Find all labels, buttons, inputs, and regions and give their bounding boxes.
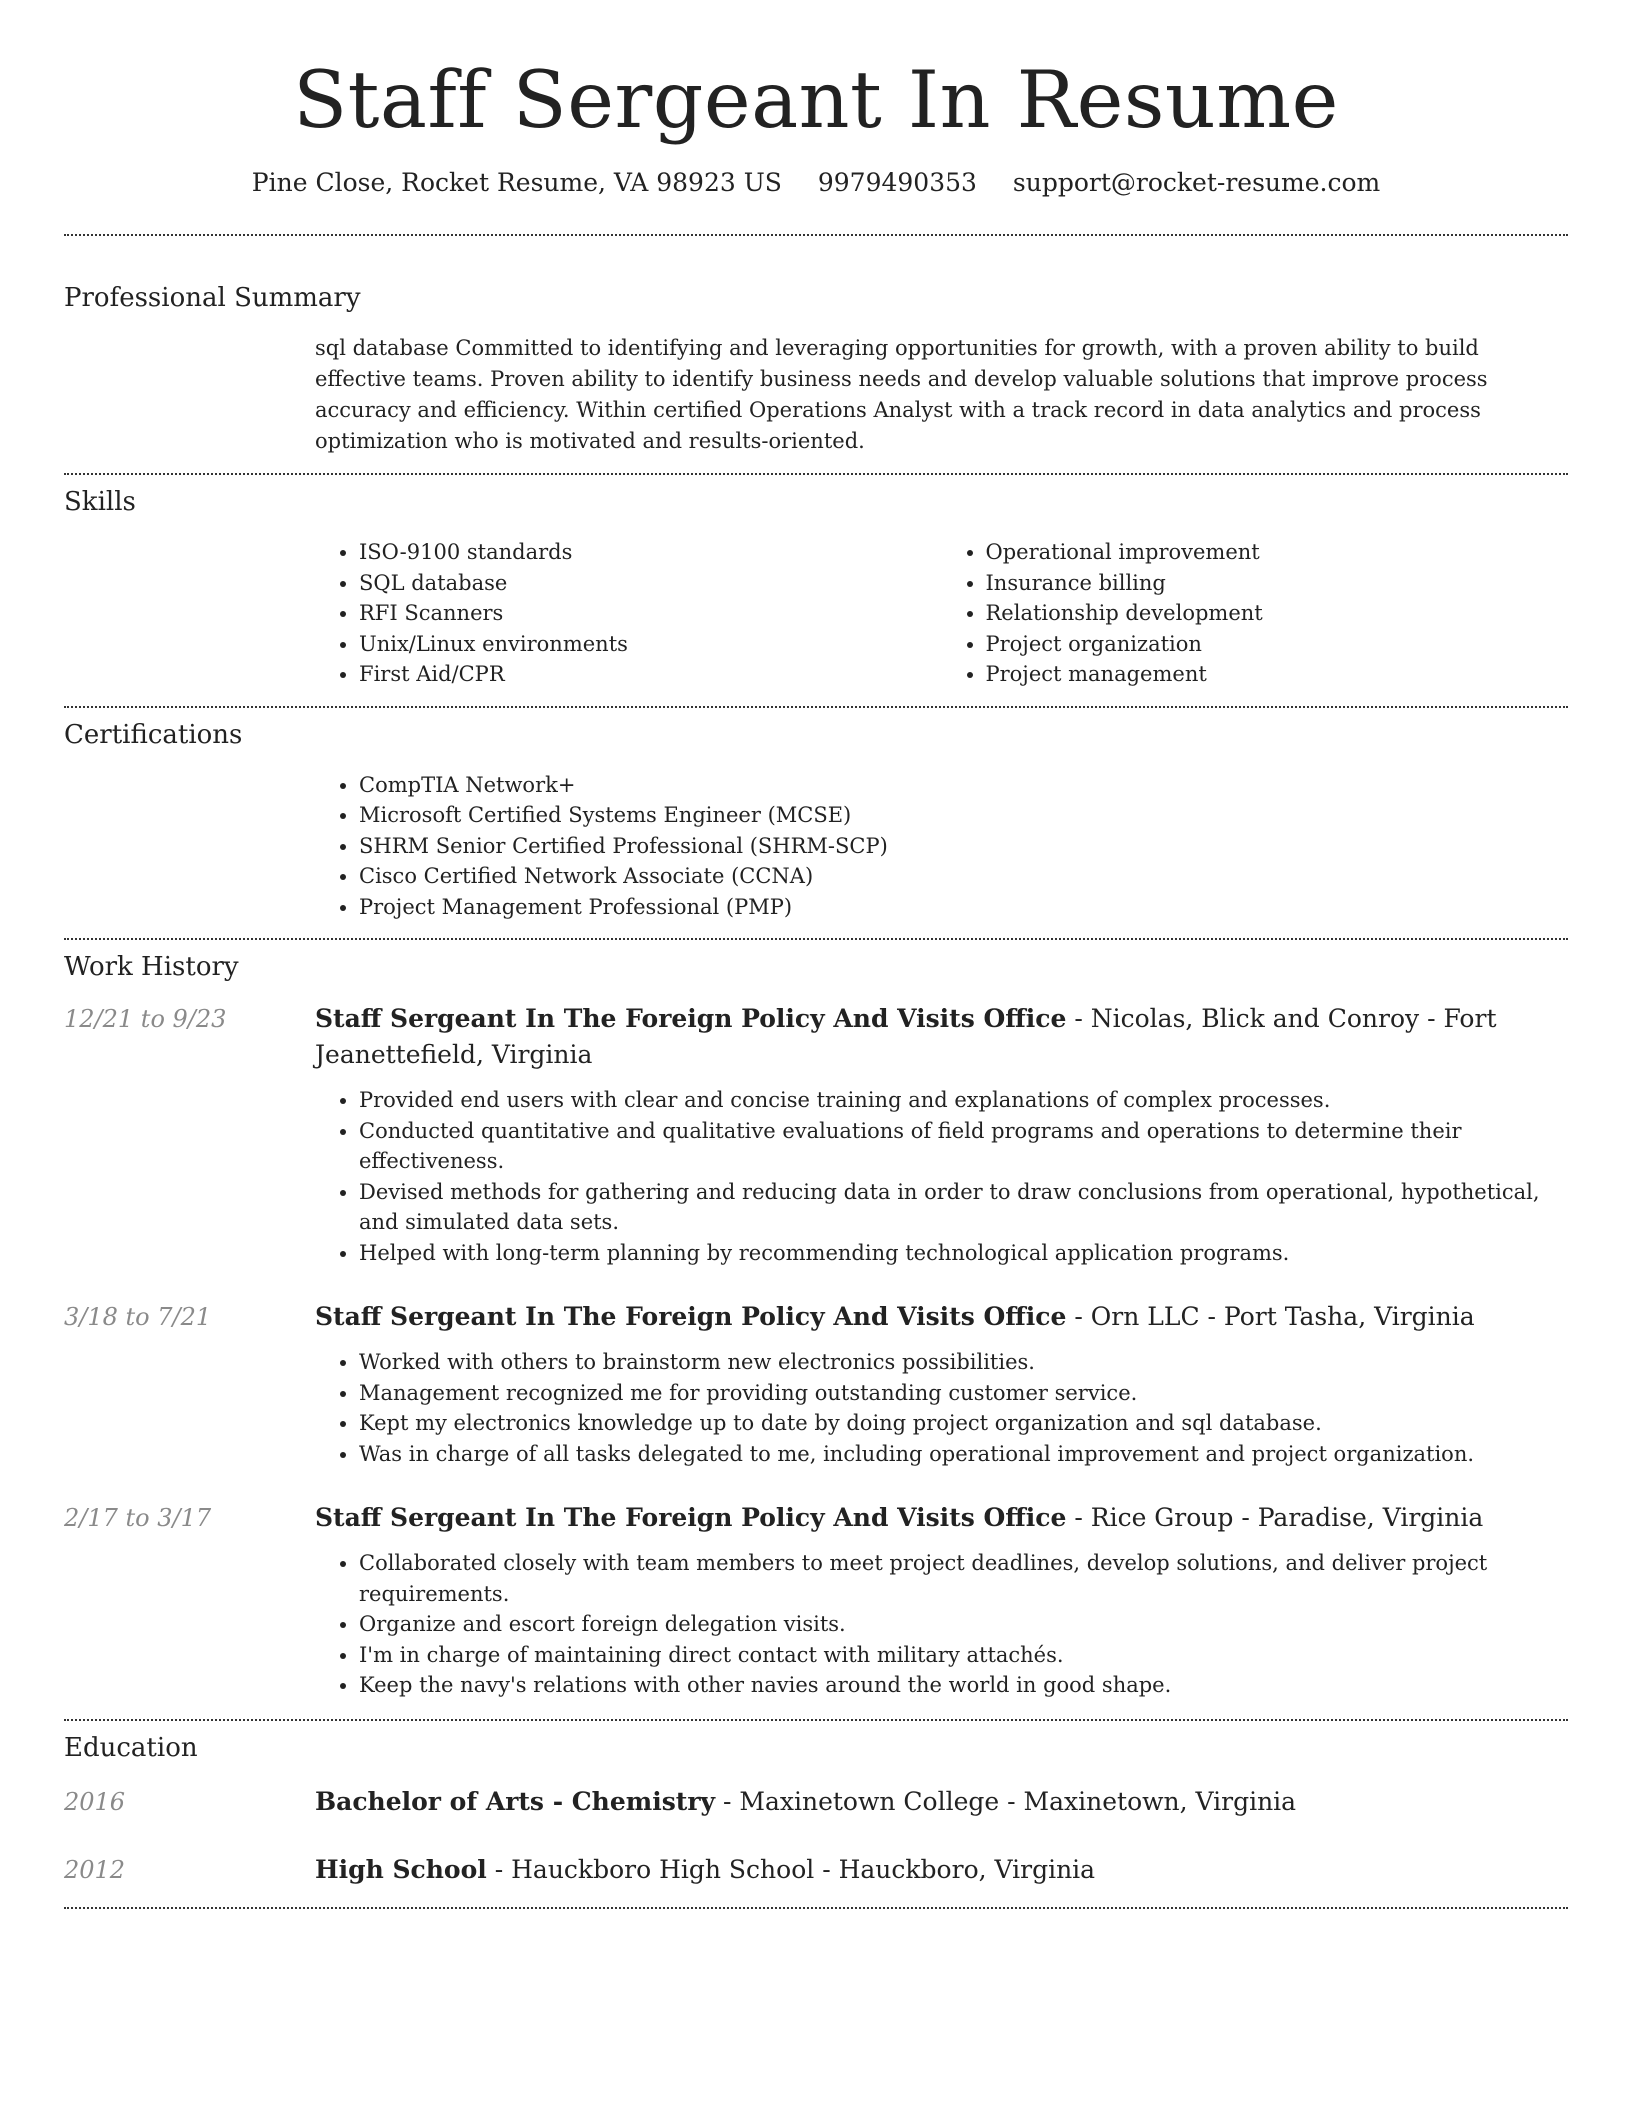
job-role: Staff Sergeant In The Foreign Policy And Visits Office <box>315 1503 1067 1532</box>
job-entry <box>64 1500 1568 1701</box>
job-entry <box>64 1299 1568 1469</box>
skills-list-left <box>315 537 942 690</box>
certification-item: • Cisco Certified Network Associate (CCNA) <box>359 861 1568 892</box>
job-bullet: • Helped with long-term planning by recommending technological application programs. <box>359 1238 1568 1269</box>
job-bullet: • Management recognized me for providing outstanding customer service. <box>359 1378 1568 1409</box>
contact-line <box>64 166 1568 200</box>
job-bullet: • I'm in charge of maintaining direct contact with military attachés. <box>359 1640 1568 1671</box>
summary-text: sql database Committed to identifying and leveraging opportunities for growth, with a proven ability to build effective teams. Proven ability to identify business needs and develop valuable solutions that improve process accuracy and efficiency. Within certified Operations Analyst with a track record in data analytics and process optimization who is motivated and results-oriented. <box>315 336 1488 453</box>
address: Pine Close, Rocket Resume, VA 98923 US <box>251 168 782 197</box>
section-title-summary: Professional Summary <box>64 283 361 313</box>
education-entry <box>64 1852 1568 1888</box>
work-section <box>64 940 1568 1701</box>
skill-item: • Operational improvement <box>986 537 1569 568</box>
job-bullet: • Keep the navy's relations with other navies around the world in good shape. <box>359 1670 1568 1701</box>
skill-item: • SQL database <box>359 568 942 599</box>
certification-item: • SHRM Senior Certified Professional (SHRM-SCP) <box>359 831 1568 862</box>
resume-page <box>64 0 1568 1909</box>
skill-item: • ISO-9100 standards <box>359 537 942 568</box>
job-bullet: • Collaborated closely with team members to meet project deadlines, develop solutions, and deliver project requirements. <box>359 1548 1568 1609</box>
education-title <box>315 1852 1568 1888</box>
section-title-education: Education <box>64 1732 198 1763</box>
education-degree: Bachelor of Arts - Chemistry <box>315 1786 716 1816</box>
job-bullet: • Provided end users with clear and concise training and explanations of complex processes. <box>359 1085 1568 1116</box>
job-employer: - Rice Group - Paradise, Virginia <box>1066 1503 1484 1532</box>
job-dates: 12/21 to 9/23 <box>64 1005 227 1033</box>
job-title <box>315 1500 1568 1536</box>
job-bullet: • Was in charge of all tasks delegated to me, including operational improvement and project organization. <box>359 1439 1568 1470</box>
job-bullet-list <box>315 1347 1568 1469</box>
education-year: 2016 <box>64 1787 126 1816</box>
job-employer: - Nicolas, Blick and Conroy - Fort Jeanettefield, Virginia <box>315 1004 1497 1069</box>
job-bullet: • Conducted quantitative and qualitative evaluations of field programs and operations to determine their effectiveness. <box>359 1116 1568 1177</box>
skill-item: • Relationship development <box>986 598 1569 629</box>
job-dates: 3/18 to 7/21 <box>64 1303 212 1331</box>
job-title <box>315 1299 1568 1335</box>
job-role: Staff Sergeant In The Foreign Policy And Visits Office <box>315 1004 1067 1033</box>
skill-item: • Unix/Linux environments <box>359 629 942 660</box>
summary-section <box>64 236 1568 457</box>
job-bullets <box>315 1548 1568 1701</box>
section-title-certifications: Certifications <box>64 719 243 750</box>
skill-item: • Project organization <box>986 629 1569 660</box>
skill-item: • First Aid/CPR <box>359 659 942 690</box>
skills-section <box>64 475 1568 690</box>
job-bullet: • Worked with others to brainstorm new electronics possibilities. <box>359 1347 1568 1378</box>
certification-item: • Microsoft Certified Systems Engineer (MCSE) <box>359 800 1568 831</box>
certification-item: • CompTIA Network+ <box>359 770 1568 801</box>
job-bullet: • Kept my electronics knowledge up to date by doing project organization and sql database. <box>359 1408 1568 1439</box>
skill-item: • RFI Scanners <box>359 598 942 629</box>
job-bullets <box>315 1347 1568 1469</box>
job-employer: - Orn LLC - Port Tasha, Virginia <box>1066 1302 1475 1331</box>
skills-list-right <box>942 537 1569 690</box>
section-title-work: Work History <box>64 952 239 982</box>
certification-item: • Project Management Professional (PMP) <box>359 892 1568 923</box>
job-dates: 2/17 to 3/17 <box>64 1504 212 1532</box>
certifications-section <box>64 708 1568 923</box>
certifications-list <box>315 770 1568 923</box>
job-bullet-list <box>315 1548 1568 1701</box>
job-entry <box>64 1001 1568 1268</box>
education-school: - Maxinetown College - Maxinetown, Virginia <box>715 1786 1297 1816</box>
job-bullet: • Devised methods for gathering and reducing data in order to draw conclusions from operational, hypothetical, and simulated data sets. <box>359 1177 1568 1238</box>
job-role: Staff Sergeant In The Foreign Policy And Visits Office <box>315 1302 1067 1331</box>
education-degree: High School <box>315 1854 487 1884</box>
education-school: - Hauckboro High School - Hauckboro, Virginia <box>486 1854 1096 1884</box>
education-title <box>315 1784 1568 1820</box>
email: support@rocket-resume.com <box>1012 168 1381 197</box>
divider <box>64 1907 1568 1909</box>
education-year: 2012 <box>64 1855 126 1884</box>
candidate-name: Staff Sergeant In Resume <box>293 54 1339 146</box>
job-title <box>315 1001 1568 1073</box>
phone: 9979490353 <box>817 168 977 197</box>
skill-item: • Project management <box>986 659 1569 690</box>
job-bullets <box>315 1085 1568 1268</box>
section-title-skills: Skills <box>64 487 136 517</box>
job-bullet: • Organize and escort foreign delegation visits. <box>359 1609 1568 1640</box>
education-entry <box>64 1784 1568 1820</box>
certifications-body <box>315 770 1568 923</box>
skill-item: • Insurance billing <box>986 568 1569 599</box>
education-section <box>64 1721 1568 1888</box>
skills-grid <box>315 537 1568 690</box>
job-bullet-list <box>315 1085 1568 1268</box>
